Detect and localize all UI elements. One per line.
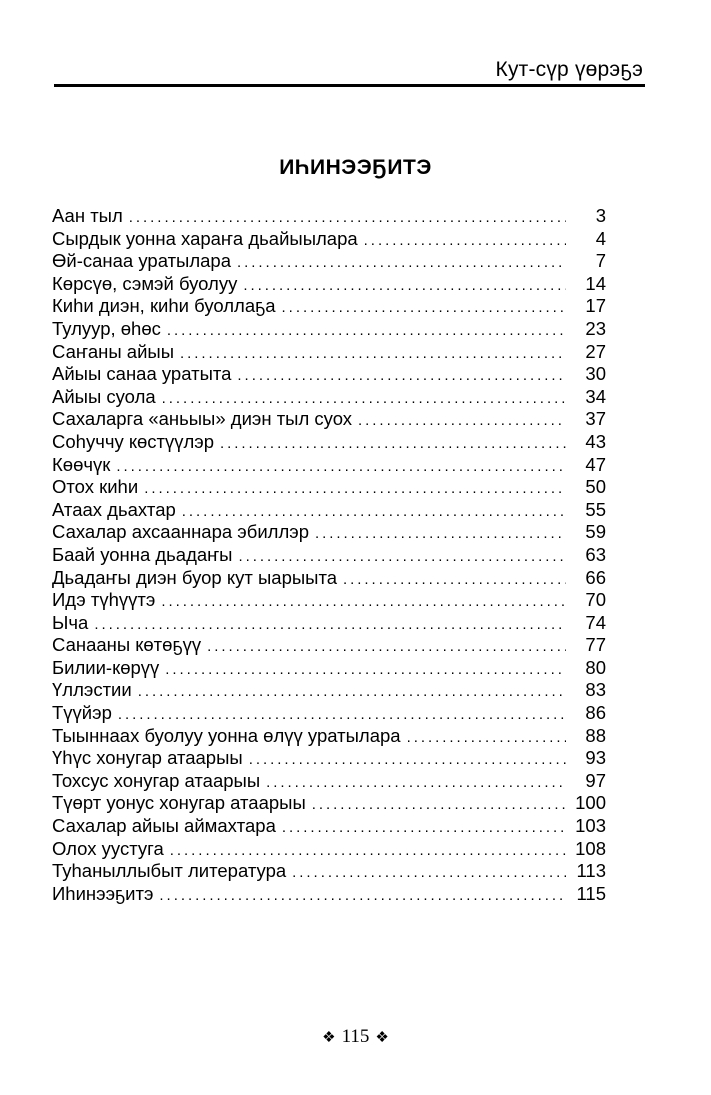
toc-entry: [52, 363, 606, 386]
dot-leader: [118, 704, 566, 727]
toc-entry-page: 115: [576, 882, 606, 904]
dot-leader: [207, 636, 566, 659]
toc-entry: [52, 295, 606, 318]
toc-entry: [52, 476, 606, 499]
toc-entry-title: Тыыннаах буолуу уонна өлүү уратылара: [52, 724, 401, 746]
toc-entry-page: 17: [585, 295, 606, 317]
toc-entry-page: 77: [585, 634, 606, 656]
toc-entry-title: Өй-санаа уратылара: [52, 250, 232, 272]
toc-entry: [52, 567, 606, 590]
dot-leader: [220, 433, 566, 456]
dot-leader: [94, 614, 566, 637]
toc-entry: [52, 747, 606, 770]
dot-leader: [243, 275, 566, 298]
toc-entry-title: Туһаныллыбыт литература: [52, 860, 287, 882]
toc-entry-page: 113: [576, 860, 606, 882]
toc-entry-page: 14: [585, 272, 606, 294]
dot-leader: [167, 320, 566, 343]
ornament-left-icon: ❖: [322, 1030, 336, 1046]
dot-leader: [312, 794, 566, 817]
page-footer: [0, 1026, 711, 1048]
toc-entry-page: 97: [585, 769, 606, 791]
toc-entry-title: Аан тыл: [52, 205, 123, 226]
toc-entry: [52, 612, 606, 635]
toc-entry-page: 37: [585, 408, 606, 430]
toc-entry-title: Атаах дьахтар: [52, 498, 176, 520]
toc-entry-title: Түөрт уонус хонугар атаарыы: [52, 792, 306, 814]
toc-entry-title: Идэ түһүүтэ: [52, 589, 156, 611]
dot-leader: [343, 569, 566, 592]
toc-entry-title: Айыы суола: [52, 385, 156, 407]
toc-entry: [52, 228, 606, 251]
toc-entry: [52, 205, 606, 228]
toc-entry: [52, 702, 606, 725]
toc-entry-title: Тохсус хонугар атаарыы: [52, 769, 261, 791]
toc-entry-title: Айыы санаа уратыта: [52, 363, 232, 385]
page-number: 115: [341, 1026, 370, 1047]
dot-leader: [364, 230, 566, 253]
toc-entry-page: 50: [585, 476, 606, 498]
toc-entry-title: Санааны көтөҕүү: [52, 634, 202, 656]
toc-entry: [52, 815, 606, 838]
toc-entry: [52, 792, 606, 815]
running-head: Кут-сүр үөрэҕэ: [495, 58, 643, 81]
toc-entry-title: Баай уонна дьадаҥы: [52, 543, 233, 565]
toc-entry: [52, 589, 606, 612]
dot-leader: [165, 659, 566, 682]
toc-entry: [52, 725, 606, 748]
toc-entry: [52, 679, 606, 702]
ornament-right-icon: ❖: [375, 1030, 389, 1046]
dot-leader: [159, 885, 566, 908]
toc-entry-page: 23: [585, 317, 606, 339]
toc-entry: [52, 521, 606, 544]
toc-entry: [52, 431, 606, 454]
toc-entry: [52, 883, 606, 906]
toc-entry-page: 70: [585, 589, 606, 611]
toc-entry-title: Түүйэр: [52, 702, 112, 724]
toc-entry-title: Саҥаны айыы: [52, 340, 175, 362]
toc-entry-page: 74: [585, 611, 606, 633]
toc-entry-page: 66: [585, 566, 606, 588]
toc-entry-page: 7: [595, 250, 606, 272]
toc-entry-title: Отох киһи: [52, 476, 139, 498]
toc-entry-title: Үһүс хонугар атаарыы: [52, 747, 243, 769]
dot-leader: [358, 410, 566, 433]
header-rule: [54, 84, 645, 87]
dot-leader: [170, 840, 566, 863]
toc-entry-title: Дьадаҥы диэн буор кут ыарыыта: [52, 566, 338, 588]
toc-entry: [52, 341, 606, 364]
toc-entry: [52, 408, 606, 431]
toc-entry-page: 86: [585, 702, 606, 724]
toc-entry-title: Көөчүк: [52, 453, 111, 475]
toc-entry-title: Сырдык уонна хараҥа дьайыылара: [52, 227, 358, 249]
toc-entry-page: 103: [575, 815, 606, 837]
toc-entry: [52, 770, 606, 793]
toc-entry-title: Сахаларга «аньыы» диэн тыл суох: [52, 408, 353, 430]
toc-entry: [52, 386, 606, 409]
toc-entry-page: 30: [585, 363, 606, 385]
dot-leader: [180, 343, 566, 366]
toc-entry-page: 93: [585, 747, 606, 769]
dot-leader: [282, 817, 566, 840]
toc-entry-page: 83: [585, 679, 606, 701]
dot-leader: [129, 207, 566, 230]
toc-entry: [52, 544, 606, 567]
dot-leader: [249, 749, 566, 772]
toc-entry-title: Көрсүө, сэмэй буолуу: [52, 272, 238, 294]
toc-entry-title: Үллэстии: [52, 679, 132, 701]
toc-entry-title: Сахалар айыы аймахтара: [52, 815, 276, 837]
toc-entry-title: Тулуур, өһөс: [52, 317, 161, 339]
toc-entry-page: 88: [585, 724, 606, 746]
toc-entry-title: Киһи диэн, киһи буоллаҕа: [52, 295, 276, 317]
dot-leader: [238, 546, 566, 569]
toc-entry-page: 34: [585, 385, 606, 407]
toc-entry-page: 80: [585, 656, 606, 678]
toc-entry-page: 27: [585, 340, 606, 362]
toc-entry-title: Сахалар ахсааннара эбиллэр: [52, 521, 309, 543]
toc-entry: [52, 250, 606, 273]
dot-leader: [407, 727, 566, 750]
toc-entry: [52, 499, 606, 522]
toc-entry-title: Олох уустуга: [52, 837, 164, 859]
toc-entry-page: 63: [585, 543, 606, 565]
toc-entry: [52, 657, 606, 680]
toc-entry-page: 108: [575, 837, 606, 859]
toc-entry-title: Ыча: [52, 611, 89, 633]
toc-entry: [52, 860, 606, 883]
dot-leader: [282, 297, 566, 320]
dot-leader: [182, 501, 566, 524]
toc-entry-title: Иһинээҕитэ: [52, 882, 154, 904]
toc-list: [52, 205, 606, 905]
toc-title: ИҺИНЭЭҔИТЭ: [279, 156, 432, 179]
toc-entry-page: 55: [585, 498, 606, 520]
toc-entry-page: 100: [575, 792, 606, 814]
dot-leader: [161, 591, 566, 614]
dot-leader: [292, 862, 566, 885]
dot-leader: [116, 456, 566, 479]
toc-entry-page: 4: [595, 227, 606, 249]
toc-entry-title: Билии-көрүү: [52, 656, 160, 678]
toc-entry-page: 3: [595, 205, 606, 226]
toc-entry: [52, 454, 606, 477]
toc-entry-title: Соһуччу көстүүлэр: [52, 430, 214, 452]
toc-entry: [52, 318, 606, 341]
dot-leader: [315, 523, 566, 546]
dot-leader: [162, 388, 566, 411]
dot-leader: [266, 772, 566, 795]
dot-leader: [237, 252, 566, 275]
toc-entry-page: 43: [585, 430, 606, 452]
toc-entry-page: 59: [585, 521, 606, 543]
dot-leader: [237, 365, 566, 388]
toc-entry: [52, 838, 606, 861]
dot-leader: [144, 478, 566, 501]
toc-entry: [52, 273, 606, 296]
toc-entry: [52, 634, 606, 657]
toc-entry-page: 47: [585, 453, 606, 475]
dot-leader: [138, 681, 566, 704]
